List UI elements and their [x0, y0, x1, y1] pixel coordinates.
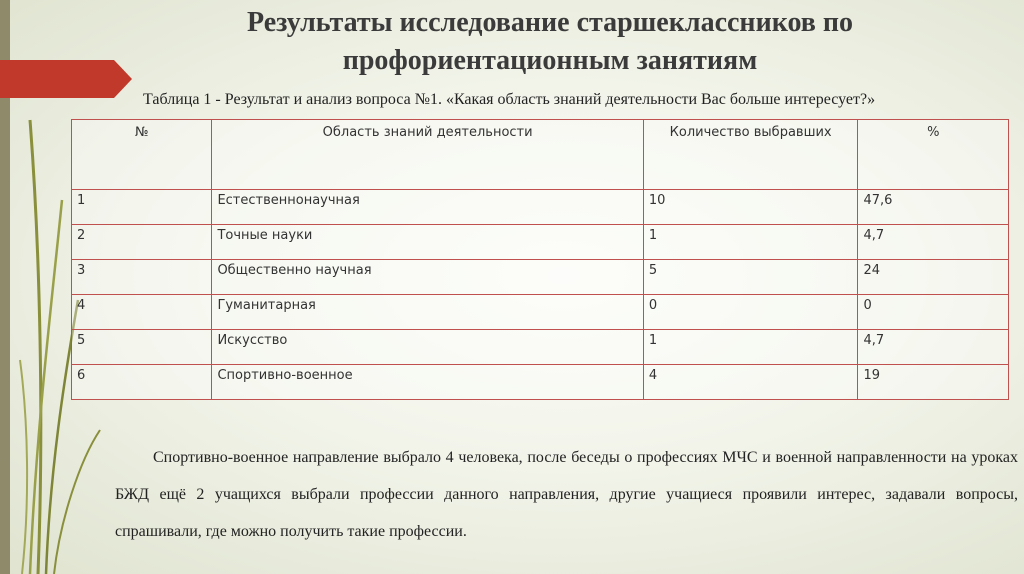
cell-count: 4: [643, 365, 858, 400]
table-row: [72, 260, 1009, 295]
cell-number: 2: [72, 225, 212, 260]
header-number: №: [72, 120, 212, 190]
table-row: [72, 190, 1009, 225]
cell-percent: 47,6: [858, 190, 1009, 225]
cell-area: Естественнонаучная: [212, 190, 643, 225]
cell-number: 6: [72, 365, 212, 400]
header-area: Область знаний деятельности: [212, 120, 643, 190]
cell-count: 1: [643, 225, 858, 260]
cell-percent: 4,7: [858, 225, 1009, 260]
header-count: Количество выбравших: [643, 120, 858, 190]
cell-area: Искусство: [212, 330, 643, 365]
cell-percent: 24: [858, 260, 1009, 295]
table-caption: Таблица 1 - Результат и анализ вопроса №1. «Какая область знаний деятельности Вас больше интересует?»: [143, 91, 876, 108]
cell-area: Точные науки: [212, 225, 643, 260]
cell-count: 1: [643, 330, 858, 365]
table-row: [72, 295, 1009, 330]
header-percent: %: [858, 120, 1009, 190]
table-header-row: [72, 120, 1009, 190]
cell-number: 1: [72, 190, 212, 225]
table-row: [72, 330, 1009, 365]
red-arrow-icon: [0, 60, 132, 98]
cell-count: 0: [643, 295, 858, 330]
cell-number: 3: [72, 260, 212, 295]
cell-area: Спортивно-военное: [212, 365, 643, 400]
results-table: [71, 119, 1009, 400]
cell-percent: 0: [858, 295, 1009, 330]
cell-area: Общественно научная: [212, 260, 643, 295]
cell-count: 5: [643, 260, 858, 295]
cell-number: 4: [72, 295, 212, 330]
table-row: [72, 225, 1009, 260]
cell-percent: 4,7: [858, 330, 1009, 365]
table-row: [72, 365, 1009, 400]
cell-percent: 19: [858, 365, 1009, 400]
conclusion-paragraph: Спортивно-военное направление выбрало 4 человека, после беседы о профессиях МЧС и военной направленности на уроках БЖД ещё 2 учащихся выбрали профессии данного направления, другие учащиеся проявили интерес, задавали вопросы, спрашивали, где можно получить такие профессии.: [115, 449, 1018, 540]
cell-count: 10: [643, 190, 858, 225]
slide-title: Результаты исследование старшеклассников по профориентационным занятиям: [246, 7, 854, 76]
cell-number: 5: [72, 330, 212, 365]
cell-area: Гуманитарная: [212, 295, 643, 330]
